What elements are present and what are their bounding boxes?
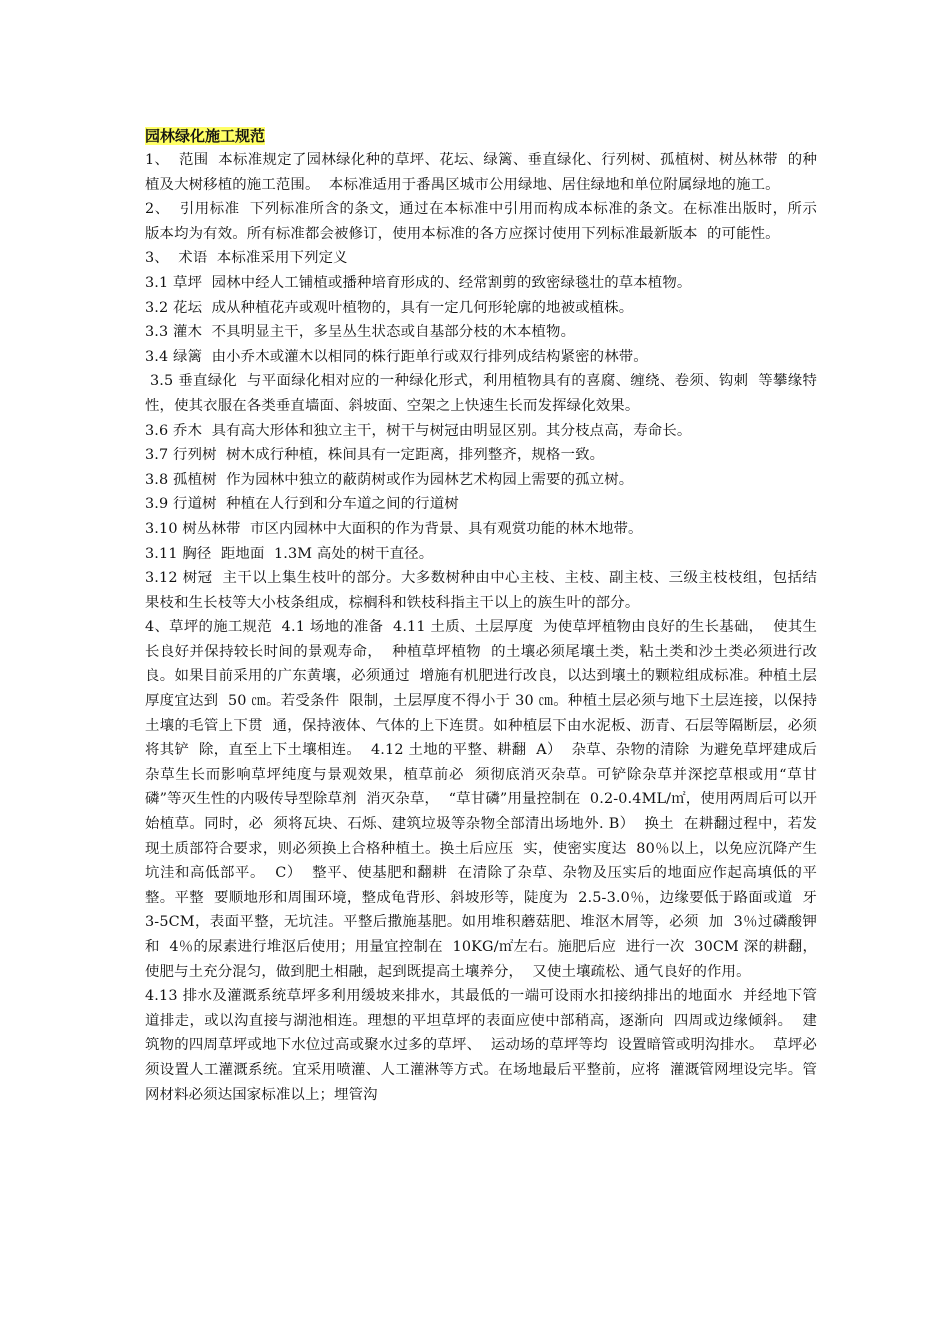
paragraph-forest-belt: 3.10 树丛林带 市区内园林中大面积的作为背景、具有观赏功能的林木地带。	[145, 520, 643, 537]
paragraph-street-tree: 3.9 行道树 种植在人行到和分车道之间的行道树	[145, 496, 459, 513]
paragraph-crown: 3.12 树冠 主干以上集生枝叶的部分。大多数树种由中心主枝、主枝、副主枝、三级主枝枝组，包括结果枝和生长枝等大小枝条组成，棕榈科和铁枝科指主干以上的族生叶的部分。	[145, 570, 817, 611]
paragraph-scope: 1、 范围 本标准规定了园林绿化种的草坪、花坛、绿篱、垂直绿化、行列树、孤植树、树丛林带 的种植及大树移植的施工范围。 本标准适用于番禺区城市公用绿地、居住绿地和单位附属绿地的施工。	[145, 152, 817, 193]
document-body	[145, 148, 827, 1107]
paragraph-lawn-construction: 4、草坪的施工规范 4.1 场地的准备 4.11 土质、土层厚度 为使草坪植物由良好的生长基础， 使其生长良好并保持较长时间的景观寿命， 种植草坪植物 的土壤必须尾壤土类，粘土类和沙土类必须进行改良。如果目前采用的广东黄壤，必须通过 增施有机肥进行改良，以达到壤土的颗粒组成标准。种植土层厚度宜达到 50 ㎝。若受条件 限制，土层厚度不得小于 30 ㎝。种植土层必须与地下土层连接，以保持土壤的毛管上下贯 通，保持液体、气体的上下连贯。如种植层下由水泥板、沥青、石层等隔断层，必须将其铲 除，直至上下土壤相连。 4.12 土地的平整、耕翻 A） 杂草、杂物的清除 为避免草坪建成后杂草生长而影响草坪纯度与景观效果，植草前必 须彻底消灭杂草。可铲除杂草并深挖草根或用“草甘磷”等灭生性的内吸传导型除草剂 消灭杂草， “草甘磷”用量控制在 0.2-0.4ML/㎡，使用两周后可以开始植草。同时，必 须将瓦块、石烁、建筑垃圾等杂物全部清出场地外. B） 换土 在耕翻过程中，若发现土质部符合要求，则必须换上合格种植土。换土后应压 实，使密实度达 80％以上，以免应沉降产生坑洼和高低部平。 C） 整平、使基肥和翻耕 在清除了杂草、杂物及压实后的地面应作起高填低的平整。平整 要顺地形和周围环境，整成龟背形、斜坡形等，陡度为 2.5-3.0％，边缘要低于路面或道 牙 3-5CM，表面平整，无坑洼。平整后撒施基肥。如用堆积蘑菇肥、堆沤木屑等，必须 加 3％过磷酸钾和 4％的尿素进行堆沤后使用；用量宜控制在 10KG/㎡左右。施肥后应 进行一次 30CM 深的耕翻，使肥与土充分混匀，做到肥土相融，起到既提高土壤养分， 又使土壤疏松、通气良好的作用。	[145, 619, 827, 980]
paragraph-drainage-irrigation: 4.13 排水及灌溉系统草坪多利用缓坡来排水，其最低的一端可设雨水扣接纳排出的地面水 并经地下管道排走，或以沟直接与湖池相连。理想的平坦草坪的表面应使中部稍高，逐渐向 四周或边缘倾斜。 建筑物的四周草坪或地下水位过高或聚水过多的草坪、 运动场的草坪等均 设置暗管或明沟排水。 草坪必须设置人工灌溉系统。宜采用喷灌、人工灌淋等方式。在场地最后平整前，应将 灌溉管网埋设完毕。管网材料必须达国家标准以上；埋管沟	[145, 988, 817, 1103]
paragraph-lawn: 3.1 草坪 园林中经人工铺植或播种培育形成的、经常割剪的致密绿毯壮的草本植物。	[145, 274, 692, 291]
paragraph-vertical-greening: 3.5 垂直绿化 与平面绿化相对应的一种绿化形式，利用植物具有的喜腐、缠绕、卷须、钩刺 等攀缘特性，使其衣服在各类垂直墙面、斜坡面、空架之上快速生长而发挥绿化效果。	[145, 373, 817, 414]
paragraph-terms: 3、 术语 本标准采用下列定义	[145, 250, 348, 267]
paragraph-references: 2、 引用标准 下列标准所含的条文，通过在本标准中引用而构成本标准的条文。在标准出版时，所示 版本均为有效。所有标准都会被修订，使用本标准的各方应探讨使用下列标准最新版本 的可能性。	[145, 201, 827, 242]
document-title	[145, 124, 817, 148]
paragraph-solitary-tree: 3.8 孤植树 作为园林中独立的蔽荫树或作为园林艺术构园上需要的孤立树。	[145, 471, 634, 488]
document-page	[145, 124, 827, 1107]
paragraph-flower-bed: 3.2 花坛 成从种植花卉或观叶植物的，具有一定几何形轮廓的地被或植株。	[145, 299, 634, 316]
title-highlight: 园林绿化施工规范	[145, 127, 266, 145]
paragraph-dbh: 3.11 胸径 距地面 1.3M 高处的树干直径。	[145, 545, 434, 562]
paragraph-hedge: 3.4 绿篱 由小乔木或灌木以相同的株行距单行或双行排列成结构紧密的林带。	[145, 348, 648, 365]
paragraph-tree: 3.6 乔木 具有高大形体和独立主干，树干与树冠由明显区别。其分枝点高，寿命长。	[145, 422, 692, 439]
paragraph-shrub: 3.3 灌木 不具明显主干，多呈丛生状态或自基部分枝的木本植物。	[145, 324, 576, 341]
paragraph-row-trees: 3.7 行列树 树木成行种植，株间具有一定距离，排列整齐，规格一致。	[145, 447, 605, 464]
